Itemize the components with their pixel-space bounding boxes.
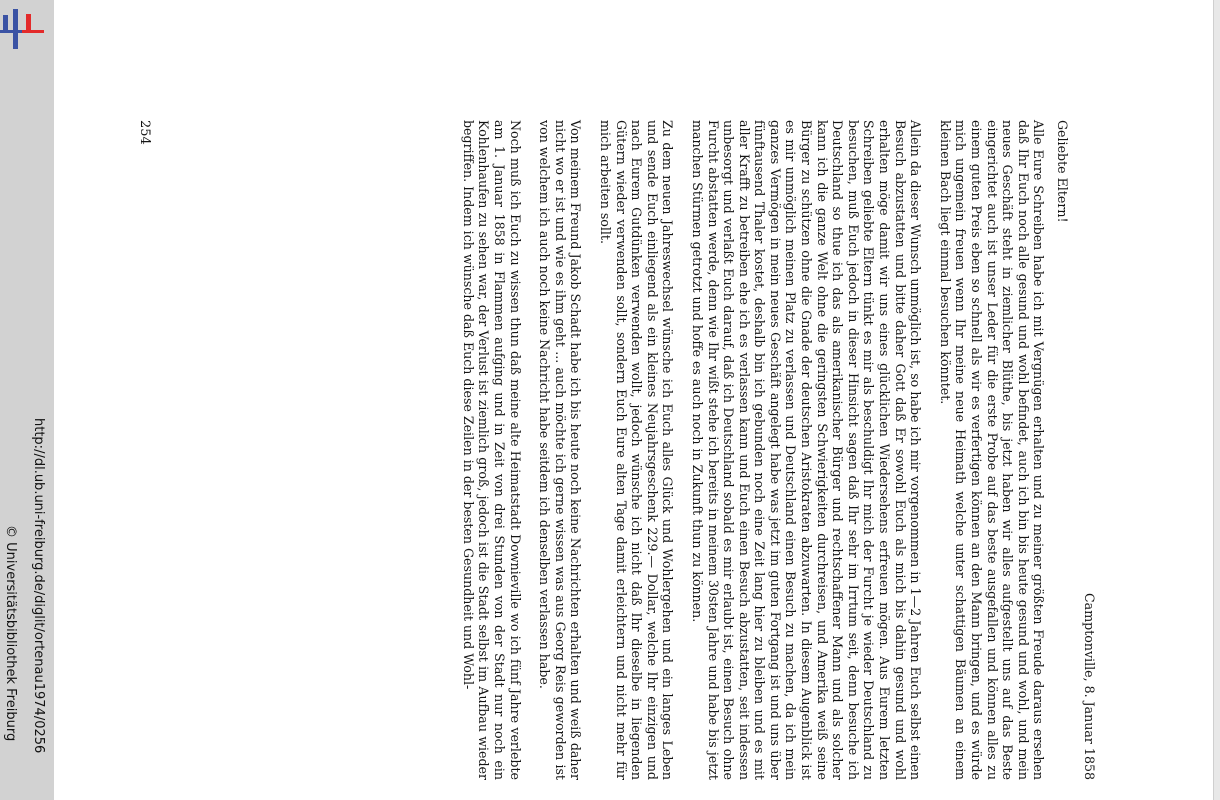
letter-paragraph-3: Zu dem neuen Jahreswechsel wünsche ich Euch alles Glück und Wohlergehen und ein langes Leben und sende Euch einliegend als ein kleines Neujahrsgeschenk 229.— Dollar, welche Ihr einzigen und nach Eurem Gutdünken verwenden wollt, jedoch wünsche ich nicht daß Ihr dieselbe in liegenden Gütern wieder verwenden sollt, sondern Euch Eure alten Tage damit erleichtern und nicht mehr für mich arbeiten sollt. <box>597 120 676 780</box>
page-number: 254 <box>137 120 152 145</box>
source-url-link[interactable]: http://dl.ub.uni-freiburg.de/diglit/ortenau1974/0256 <box>31 418 46 754</box>
letter-paragraph-1: Alle Eure Schreiben habe ich mit Vergnügen erhalten und zu meiner größten Freude daraus ersehen daß Ihr Euch noch alle gesund und wohl befindet, auch ich bin bis heute gesund und wohl, und mein neues Geschäft steht in ziemlicher Blüthe, bis jetzt haben wir alles aufgestellt uns auf das Beste eingerichtet auch ist unser Leder für die erste Probe auf das beste ausgefallen und können alles zu einem guten Preis eben so schnell als wir es verfertigen können an den Mann bringen, und es würde mich ungemein freuen wenn Ihr meine neue Heimath welche unter schattigen Bäumen an einem kleinen Bach liegt einmal besuchen könntet. <box>937 120 1047 780</box>
scanned-letter-page <box>137 120 1097 780</box>
library-logo-icon <box>0 6 46 52</box>
letter-place-date: Camptonville, 8. Januar 1858 <box>1082 593 1097 780</box>
letter-salutation: Geliebte Eltern! <box>1055 120 1070 223</box>
copyright-notice: © Universitätsbibliothek Freiburg <box>3 525 18 742</box>
scrollbar-track[interactable] <box>1213 0 1220 800</box>
letter-paragraph-5: Noch muß ich Euch zu wissen thun daß meine alte Heimatstadt Downieville wo ich fünf Jahre verlebte am 1. Januar 1858 in Flammen aufging und in Zeit von drei Stunden von der Stadt nur noch ein Kohlenhaufen zu sehen war, der Verlust ist ziemlich groß, jedoch ist die Stadt selbst im Aufbau wieder begriffen. Indem ich wünsche daß Euch diese Zeilen in der besten Gesundheit und Wohl- <box>460 120 523 780</box>
letter-paragraph-4: Von meinem Freund Jakob Schadt habe ich bis heute noch keine Nachrichten erhalten und weiß daher nicht wo er ist und wie es ihm geht ... auch möchte ich gerne wissen was aus Georg Reis geworden ist von welchem ich auch noch keine Nachricht habe seitdem ich denselben verlassen habe. <box>537 120 584 780</box>
viewer-sidebar <box>0 0 54 800</box>
letter-paragraph-2: Allein da dieser Wunsch unmöglich ist, so habe ich mir vorgenommen in 1—2 Jahren Euch selbst einen Besuch abzustatten und bitte daher Gott daß Er sowohl Euch als mich bis dahin gesund und wohl erhalten möge damit wir uns eines glücklichen Wiedersehens erfreuen mögen. Aus Eurem letzten Schreiben geliebte Eltern tünkt es mir als beschuldigt Ihr mich der Furcht je wieder Deutschland zu besuchen, muß Euch jedoch in dieser Hinsicht sagen daß Ihr sehr im Irrtum seit, denn besuche ich Deutschland so thue ich das als amerikanischer Bürger und rechtschaffener Mann und als solcher kann ich die ganze Welt ohne die geringsten Schwierigkeiten durchreisen, und Amerika weiß seine Bürger zu schützen ohne die Gnade der deutschen Aristokraten abzuwarten. In diesem Augenblick ist es mir unmöglich meinen Platz zu verlassen und Deutschland einen Besuch zu machen, da ich mein ganzes Vermögen in mein neues Geschäft angelegt habe was jetzt im guten Fortgang ist und uns über fünftausend Thaler kostet, deshalb bin ich gebunden noch eine Zeit lang hier zu bleiben und es mit aller Krafft zu betreiben ehe ich es verlassen kann und Euch einen Besuch abzustatten, seit indessen unbesorgt und verlaßt Euch darauf, daß ich Deutschland sobald es mir erlaubt ist, einen Besuch ohne Furcht abstatten werde, denn wie Ihr wißt stehe ich bereits in meinem 30sten Jahre und habe bis jetzt manchen Stürmen getrotzt und hoffe es auch noch in Zukunft thun zu können. <box>689 120 924 780</box>
